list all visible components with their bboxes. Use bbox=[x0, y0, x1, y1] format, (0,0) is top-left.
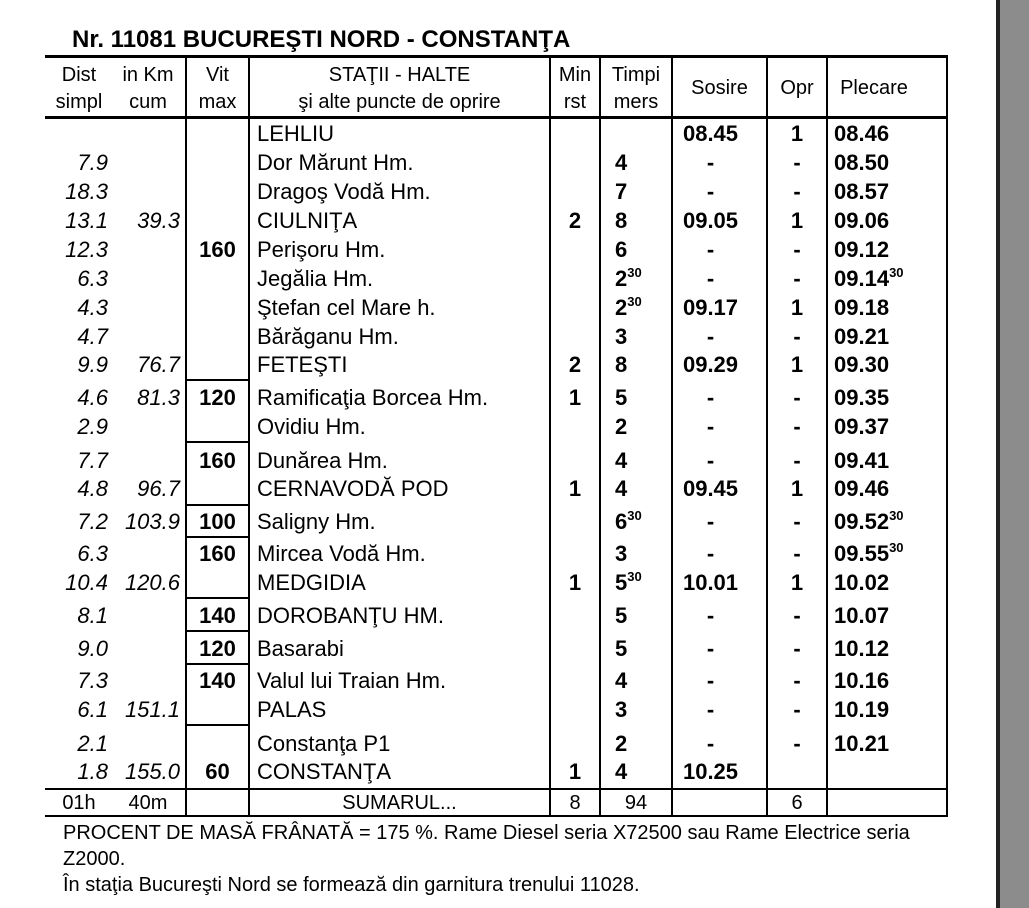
sosire-time: - bbox=[706, 540, 715, 566]
timp-mers bbox=[615, 412, 627, 441]
timp-value: 8 bbox=[615, 351, 628, 377]
station-name: Ştefan cel Mare h. bbox=[257, 294, 436, 320]
dist-simpl: 2.1 bbox=[77, 730, 108, 756]
timp-value: 5 bbox=[615, 384, 628, 410]
plecare-value: 10.19 bbox=[834, 696, 890, 722]
table-row bbox=[0, 350, 1000, 379]
speed-value: 140 bbox=[199, 602, 236, 628]
plecare-value: 09.52 bbox=[834, 508, 890, 534]
opr-count: - bbox=[793, 384, 801, 410]
plecare-seconds: 30 bbox=[889, 507, 904, 523]
sosire-time: - bbox=[706, 508, 715, 534]
sosire-time: 09.05 bbox=[682, 207, 739, 233]
table-row bbox=[0, 412, 1000, 441]
timp-mers bbox=[615, 634, 627, 663]
speed-value: 60 bbox=[205, 758, 230, 784]
plecare-time bbox=[834, 507, 904, 536]
plecare-value: 09.35 bbox=[834, 384, 890, 410]
plecare-time bbox=[834, 634, 889, 663]
min-rst: 1 bbox=[568, 758, 582, 784]
timp-mers bbox=[615, 446, 627, 475]
table-row bbox=[0, 206, 1000, 235]
summary-hours: 01h bbox=[62, 792, 96, 814]
table-row bbox=[0, 235, 1000, 264]
table-row bbox=[0, 119, 1000, 148]
timp-mers bbox=[615, 293, 642, 322]
speed-divider bbox=[187, 597, 248, 599]
timp-mers bbox=[615, 177, 627, 206]
opr-count: - bbox=[793, 413, 801, 439]
dist-simpl: 7.2 bbox=[77, 508, 108, 534]
opr-count: - bbox=[793, 540, 801, 566]
dist-simpl: 10.4 bbox=[65, 569, 108, 595]
opr-count: - bbox=[793, 508, 801, 534]
min-rst: 2 bbox=[568, 207, 582, 233]
km-cum: 39.3 bbox=[137, 207, 180, 233]
dist-simpl: 13.1 bbox=[65, 207, 108, 233]
sosire-time: - bbox=[706, 413, 715, 439]
sosire-time: - bbox=[706, 178, 715, 204]
header-min: Min rst bbox=[558, 64, 592, 113]
station-name: MEDGIDIA bbox=[257, 569, 366, 595]
timp-value: 3 bbox=[615, 323, 628, 349]
plecare-time bbox=[834, 412, 889, 441]
opr-count: - bbox=[793, 447, 801, 473]
summary-min: 8 bbox=[569, 792, 581, 814]
speed-divider bbox=[187, 724, 248, 726]
dist-simpl: 9.0 bbox=[77, 635, 108, 661]
sosire-time: - bbox=[706, 602, 715, 628]
header-opr: Opr bbox=[780, 77, 814, 99]
table-row bbox=[0, 634, 1000, 663]
timp-value: 6 bbox=[615, 508, 628, 534]
km-cum: 155.0 bbox=[124, 758, 180, 784]
footer-line-formation: În staţia Bucureşti Nord se formează din garnitura trenului 11028. bbox=[63, 874, 640, 896]
sosire-time: - bbox=[706, 667, 715, 693]
header-km: in Km cum bbox=[122, 64, 174, 113]
plecare-time bbox=[834, 322, 889, 351]
table-row bbox=[0, 148, 1000, 177]
station-name: Valul lui Traian Hm. bbox=[257, 667, 447, 693]
plecare-time bbox=[834, 729, 889, 758]
timp-value: 8 bbox=[615, 207, 628, 233]
sosire-time: 10.25 bbox=[682, 758, 739, 784]
station-name: LEHLIU bbox=[257, 120, 335, 146]
timp-mers bbox=[615, 322, 627, 351]
sosire-time: - bbox=[706, 265, 715, 291]
plecare-value: 09.55 bbox=[834, 540, 890, 566]
dist-simpl: 9.9 bbox=[77, 351, 108, 377]
table-row bbox=[0, 446, 1000, 475]
plecare-time bbox=[834, 350, 889, 379]
table-row bbox=[0, 757, 1000, 786]
timp-value: 4 bbox=[615, 149, 628, 175]
timp-value: 2 bbox=[615, 294, 628, 320]
opr-count: - bbox=[793, 696, 801, 722]
footer-notes bbox=[63, 820, 943, 898]
station-name: Mircea Vodă Hm. bbox=[257, 540, 426, 566]
timp-seconds: 30 bbox=[627, 293, 642, 309]
table-row bbox=[0, 601, 1000, 630]
timp-seconds: 30 bbox=[627, 264, 642, 280]
station-name: Dragoş Vodă Hm. bbox=[257, 178, 431, 204]
table-row bbox=[0, 383, 1000, 412]
plecare-value: 09.46 bbox=[834, 475, 890, 501]
plecare-time bbox=[834, 235, 889, 264]
plecare-time bbox=[834, 148, 889, 177]
summary-label: SUMARUL... bbox=[342, 792, 457, 814]
opr-count: 1 bbox=[790, 351, 804, 377]
header-plecare: Plecare bbox=[840, 77, 908, 99]
sosire-time: - bbox=[706, 447, 715, 473]
timp-mers bbox=[615, 539, 627, 568]
header-sosire: Sosire bbox=[691, 77, 748, 99]
timp-value: 7 bbox=[615, 178, 628, 204]
plecare-time bbox=[834, 539, 904, 568]
sosire-time: - bbox=[706, 236, 715, 262]
sosire-time: - bbox=[706, 635, 715, 661]
timp-seconds: 30 bbox=[627, 568, 642, 584]
sosire-time: - bbox=[706, 730, 715, 756]
km-cum: 120.6 bbox=[124, 569, 180, 595]
dist-simpl: 4.8 bbox=[77, 475, 108, 501]
plecare-value: 08.50 bbox=[834, 149, 890, 175]
sosire-time: 08.45 bbox=[682, 120, 739, 146]
speed-value: 120 bbox=[199, 384, 236, 410]
timp-mers bbox=[615, 666, 627, 695]
timp-mers bbox=[615, 235, 627, 264]
km-cum: 96.7 bbox=[137, 475, 180, 501]
station-name: Jegălia Hm. bbox=[257, 265, 374, 291]
km-cum: 81.3 bbox=[137, 384, 180, 410]
station-name: Bărăganu Hm. bbox=[257, 323, 399, 349]
sosire-time: - bbox=[706, 384, 715, 410]
plecare-seconds: 30 bbox=[889, 539, 904, 555]
opr-count: 1 bbox=[790, 120, 804, 146]
station-name: FETEŞTI bbox=[257, 351, 348, 377]
plecare-value: 10.21 bbox=[834, 730, 890, 756]
station-name: Ramificaţia Borcea Hm. bbox=[257, 384, 489, 410]
plecare-time bbox=[834, 601, 889, 630]
min-rst: 2 bbox=[568, 351, 582, 377]
speed-value: 140 bbox=[199, 667, 236, 693]
station-name: CIULNIŢA bbox=[257, 207, 358, 233]
plecare-value: 09.41 bbox=[834, 447, 890, 473]
plecare-value: 09.06 bbox=[834, 207, 890, 233]
dist-simpl: 1.8 bbox=[77, 758, 108, 784]
km-cum: 151.1 bbox=[124, 696, 180, 722]
train-title: Nr. 11081 BUCUREŞTI NORD - CONSTANŢA bbox=[72, 26, 571, 53]
timp-mers bbox=[615, 474, 627, 503]
opr-count: - bbox=[793, 730, 801, 756]
table-row bbox=[0, 322, 1000, 351]
speed-value: 100 bbox=[199, 508, 236, 534]
sosire-time: 09.45 bbox=[682, 475, 739, 501]
speed-value: 120 bbox=[199, 635, 236, 661]
timp-mers bbox=[615, 601, 627, 630]
opr-count: - bbox=[793, 178, 801, 204]
plecare-time bbox=[834, 666, 889, 695]
dist-simpl: 7.9 bbox=[77, 149, 108, 175]
timp-mers bbox=[615, 729, 627, 758]
footer-line-brake: PROCENT DE MASĂ FRÂNATĂ = 175 %. Rame Diesel seria X72500 sau Rame Electrice seria Z2000. bbox=[63, 822, 910, 870]
plecare-value: 09.37 bbox=[834, 413, 890, 439]
header-station: STAŢII - HALTE şi alte puncte de oprire bbox=[298, 64, 501, 113]
dist-simpl: 6.1 bbox=[77, 696, 108, 722]
table-row bbox=[0, 507, 1000, 536]
sosire-time: - bbox=[706, 323, 715, 349]
timp-value: 2 bbox=[615, 265, 628, 291]
plecare-value: 10.16 bbox=[834, 667, 890, 693]
sosire-time: - bbox=[706, 149, 715, 175]
timp-mers bbox=[615, 264, 642, 293]
sosire-time: 10.01 bbox=[682, 569, 739, 595]
speed-divider bbox=[187, 379, 248, 381]
km-cum: 103.9 bbox=[124, 508, 180, 534]
timp-value: 5 bbox=[615, 635, 628, 661]
timp-mers bbox=[615, 350, 627, 379]
timp-value: 5 bbox=[615, 602, 628, 628]
plecare-time bbox=[834, 119, 889, 148]
station-name: CONSTANŢA bbox=[257, 758, 392, 784]
header-vit: Vit max bbox=[198, 64, 237, 113]
table-row bbox=[0, 474, 1000, 503]
timp-value: 4 bbox=[615, 475, 628, 501]
dist-simpl: 7.7 bbox=[77, 447, 108, 473]
plecare-time bbox=[834, 695, 889, 724]
timp-mers bbox=[615, 383, 627, 412]
plecare-time bbox=[834, 446, 889, 475]
timp-mers bbox=[615, 695, 627, 724]
timp-value: 3 bbox=[615, 540, 628, 566]
dist-simpl: 4.3 bbox=[77, 294, 108, 320]
sosire-time: 09.17 bbox=[682, 294, 739, 320]
plecare-seconds: 30 bbox=[889, 264, 904, 280]
speed-value: 160 bbox=[199, 447, 236, 473]
km-cum: 76.7 bbox=[137, 351, 180, 377]
station-name: PALAS bbox=[257, 696, 327, 722]
dist-simpl: 18.3 bbox=[65, 178, 108, 204]
plecare-value: 08.46 bbox=[834, 120, 890, 146]
timp-value: 2 bbox=[615, 413, 628, 439]
dist-simpl: 6.3 bbox=[77, 540, 108, 566]
table-row bbox=[0, 666, 1000, 695]
timp-value: 4 bbox=[615, 758, 628, 784]
plecare-time bbox=[834, 293, 889, 322]
timp-mers bbox=[615, 507, 642, 536]
timp-value: 5 bbox=[615, 569, 628, 595]
plecare-time bbox=[834, 474, 889, 503]
plecare-value: 09.30 bbox=[834, 351, 890, 377]
speed-divider bbox=[187, 630, 248, 632]
dist-simpl: 6.3 bbox=[77, 265, 108, 291]
dist-simpl: 12.3 bbox=[65, 236, 108, 262]
opr-count: - bbox=[793, 236, 801, 262]
speed-value: 160 bbox=[199, 236, 236, 262]
plecare-time bbox=[834, 206, 889, 235]
opr-count: - bbox=[793, 635, 801, 661]
table-row bbox=[0, 729, 1000, 758]
plecare-time bbox=[834, 177, 889, 206]
dist-simpl: 8.1 bbox=[77, 602, 108, 628]
opr-count: 1 bbox=[790, 569, 804, 595]
speed-divider bbox=[187, 441, 248, 443]
table-row bbox=[0, 695, 1000, 724]
timp-mers bbox=[615, 148, 627, 177]
sosire-time: - bbox=[706, 696, 715, 722]
dist-simpl: 4.7 bbox=[77, 323, 108, 349]
station-name: CERNAVODĂ POD bbox=[257, 475, 449, 501]
opr-count: - bbox=[793, 323, 801, 349]
viewer-gutter bbox=[1000, 0, 1029, 908]
opr-count: - bbox=[793, 149, 801, 175]
speed-value: 160 bbox=[199, 540, 236, 566]
header-timp: Timpi mers bbox=[611, 64, 661, 113]
summary-minutes: 40m bbox=[128, 792, 168, 814]
station-name: Dor Mărunt Hm. bbox=[257, 149, 414, 175]
plecare-value: 08.57 bbox=[834, 178, 890, 204]
station-name: Constanţa P1 bbox=[257, 730, 391, 756]
opr-count: - bbox=[793, 602, 801, 628]
opr-count: 1 bbox=[790, 207, 804, 233]
timp-mers bbox=[615, 568, 642, 597]
table-row bbox=[0, 568, 1000, 597]
table-row bbox=[0, 177, 1000, 206]
station-name: Ovidiu Hm. bbox=[257, 413, 366, 439]
dist-simpl: 2.9 bbox=[77, 413, 108, 439]
station-name: Dunărea Hm. bbox=[257, 447, 388, 473]
timp-mers bbox=[615, 757, 627, 786]
header-dist: Dist simpl bbox=[55, 64, 103, 113]
opr-count: - bbox=[793, 667, 801, 693]
plecare-value: 09.14 bbox=[834, 265, 890, 291]
min-rst: 1 bbox=[568, 384, 582, 410]
dist-simpl: 4.6 bbox=[77, 384, 108, 410]
station-name: Basarabi bbox=[257, 635, 344, 661]
summary-opr: 6 bbox=[791, 792, 803, 814]
timp-value: 4 bbox=[615, 447, 628, 473]
table-row bbox=[0, 264, 1000, 293]
sosire-time: 09.29 bbox=[682, 351, 739, 377]
timp-value: 3 bbox=[615, 696, 628, 722]
plecare-time bbox=[834, 568, 889, 597]
timp-seconds: 30 bbox=[627, 507, 642, 523]
timp-value: 4 bbox=[615, 667, 628, 693]
timp-value: 6 bbox=[615, 236, 628, 262]
table-row bbox=[0, 293, 1000, 322]
plecare-value: 09.18 bbox=[834, 294, 890, 320]
plecare-value: 10.02 bbox=[834, 569, 890, 595]
plecare-time bbox=[834, 264, 904, 293]
timp-value: 2 bbox=[615, 730, 628, 756]
rule-top bbox=[45, 55, 948, 58]
min-rst: 1 bbox=[568, 475, 582, 501]
table-row bbox=[0, 539, 1000, 568]
opr-count: 1 bbox=[790, 294, 804, 320]
dist-simpl: 7.3 bbox=[77, 667, 108, 693]
plecare-value: 10.07 bbox=[834, 602, 890, 628]
opr-count: - bbox=[793, 265, 801, 291]
summary-timp: 94 bbox=[624, 792, 648, 814]
station-name: Perişoru Hm. bbox=[257, 236, 386, 262]
plecare-value: 09.21 bbox=[834, 323, 890, 349]
station-name: Saligny Hm. bbox=[257, 508, 376, 534]
timp-mers bbox=[615, 206, 627, 235]
plecare-value: 09.12 bbox=[834, 236, 890, 262]
plecare-time bbox=[834, 383, 889, 412]
min-rst: 1 bbox=[568, 569, 582, 595]
opr-count: 1 bbox=[790, 475, 804, 501]
station-name: DOROBANŢU HM. bbox=[257, 602, 444, 628]
plecare-value: 10.12 bbox=[834, 635, 890, 661]
